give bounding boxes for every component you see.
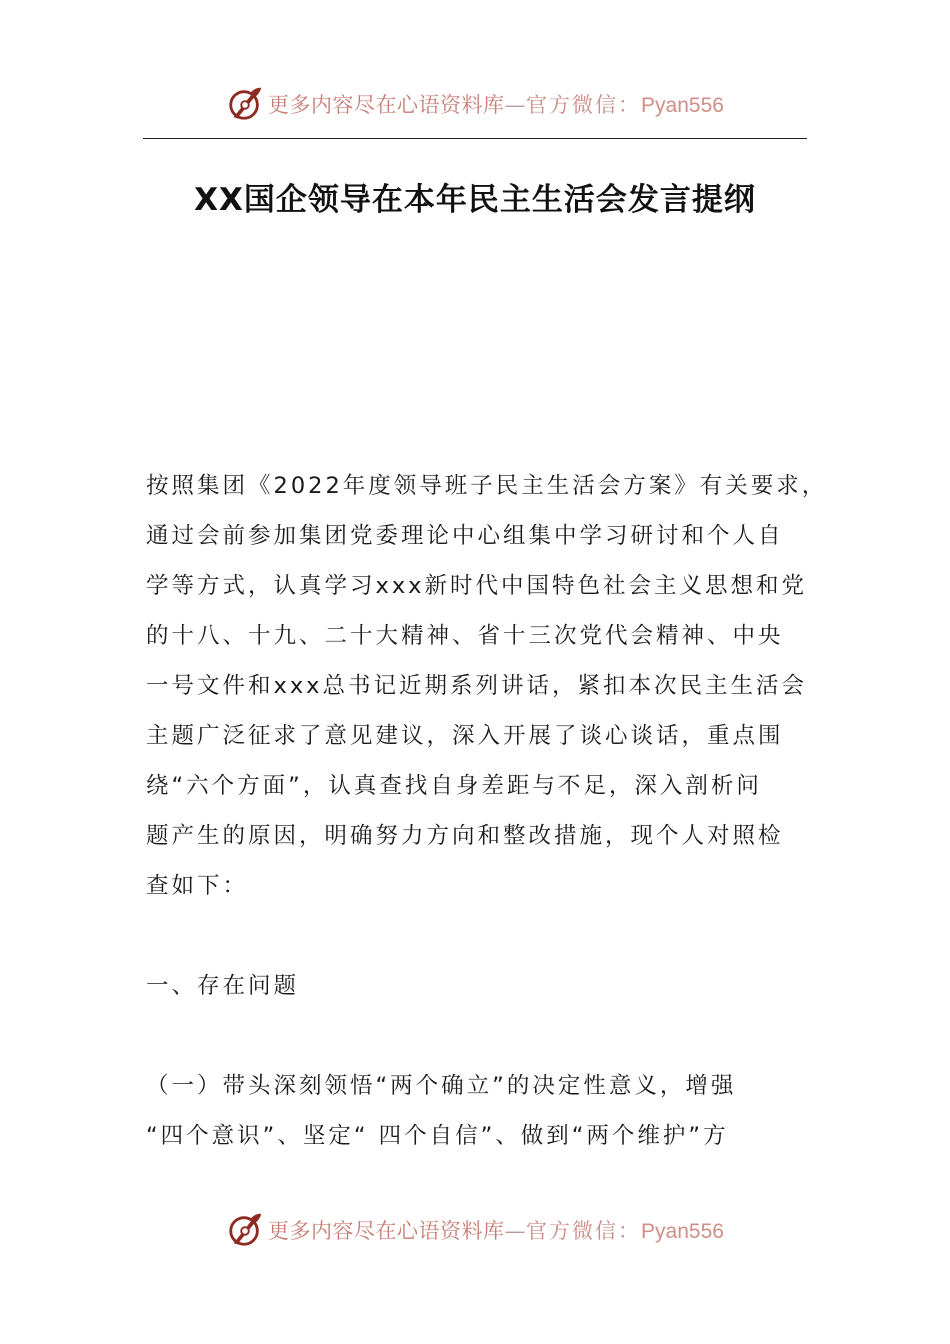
paragraph-line: 按照集团《2022年度领导班子民主生活会方案》有关要求，	[146, 473, 828, 499]
brand-text: 更多内容尽在心语资料库	[268, 1219, 505, 1243]
watermark-text	[268, 1215, 724, 1245]
paragraph-line: 主题广泛征求了意见建议，深入开展了谈心谈话，重点围	[146, 723, 784, 749]
banner-dash: —	[504, 93, 527, 117]
header-watermark-banner	[0, 82, 950, 126]
paragraph-line: 题产生的原因，明确努力方向和整改措施，现个人对照检	[146, 823, 784, 849]
paragraph-line: 一号文件和xxx总书记近期系列讲话，紧扣本次民主生活会	[146, 673, 807, 699]
subsection-line: “四个意识”、坚定“ 四个自信”、做到“两个维护”方	[146, 1123, 729, 1149]
quill-pen-circle-icon	[226, 85, 264, 123]
paragraph-line: 通过会前参加集团党委理论中心组集中学习研讨和个人自	[146, 523, 784, 549]
section-heading: 一、存在问题	[146, 973, 300, 999]
wechat-label: 官方微信：	[526, 1219, 642, 1243]
paragraph-line: 查如下：	[146, 873, 249, 899]
brand-text: 更多内容尽在心语资料库	[268, 93, 505, 117]
paragraph-line: 的十八、十九、二十大精神、省十三次党代会精神、中央	[146, 623, 784, 649]
footer-watermark-banner	[0, 1208, 950, 1252]
banner-dash: —	[504, 1219, 527, 1243]
watermark-text	[268, 89, 724, 119]
document-title: XX国企领导在本年民主生活会发言提纲	[194, 182, 756, 218]
paragraph-line: 学等方式，认真学习xxx新时代中国特色社会主义思想和党	[146, 573, 807, 599]
quill-pen-circle-icon	[226, 1211, 264, 1249]
wechat-id: Pyan556	[641, 94, 724, 117]
header-divider	[143, 138, 807, 139]
wechat-label: 官方微信：	[526, 93, 642, 117]
wechat-id: Pyan556	[641, 1220, 724, 1243]
paragraph-line: 绕“六个方面”，认真查找自身差距与不足，深入剖析问	[146, 773, 762, 799]
subsection-line: （一）带头深刻领悟“两个确立”的决定性意义，增强	[146, 1073, 737, 1099]
